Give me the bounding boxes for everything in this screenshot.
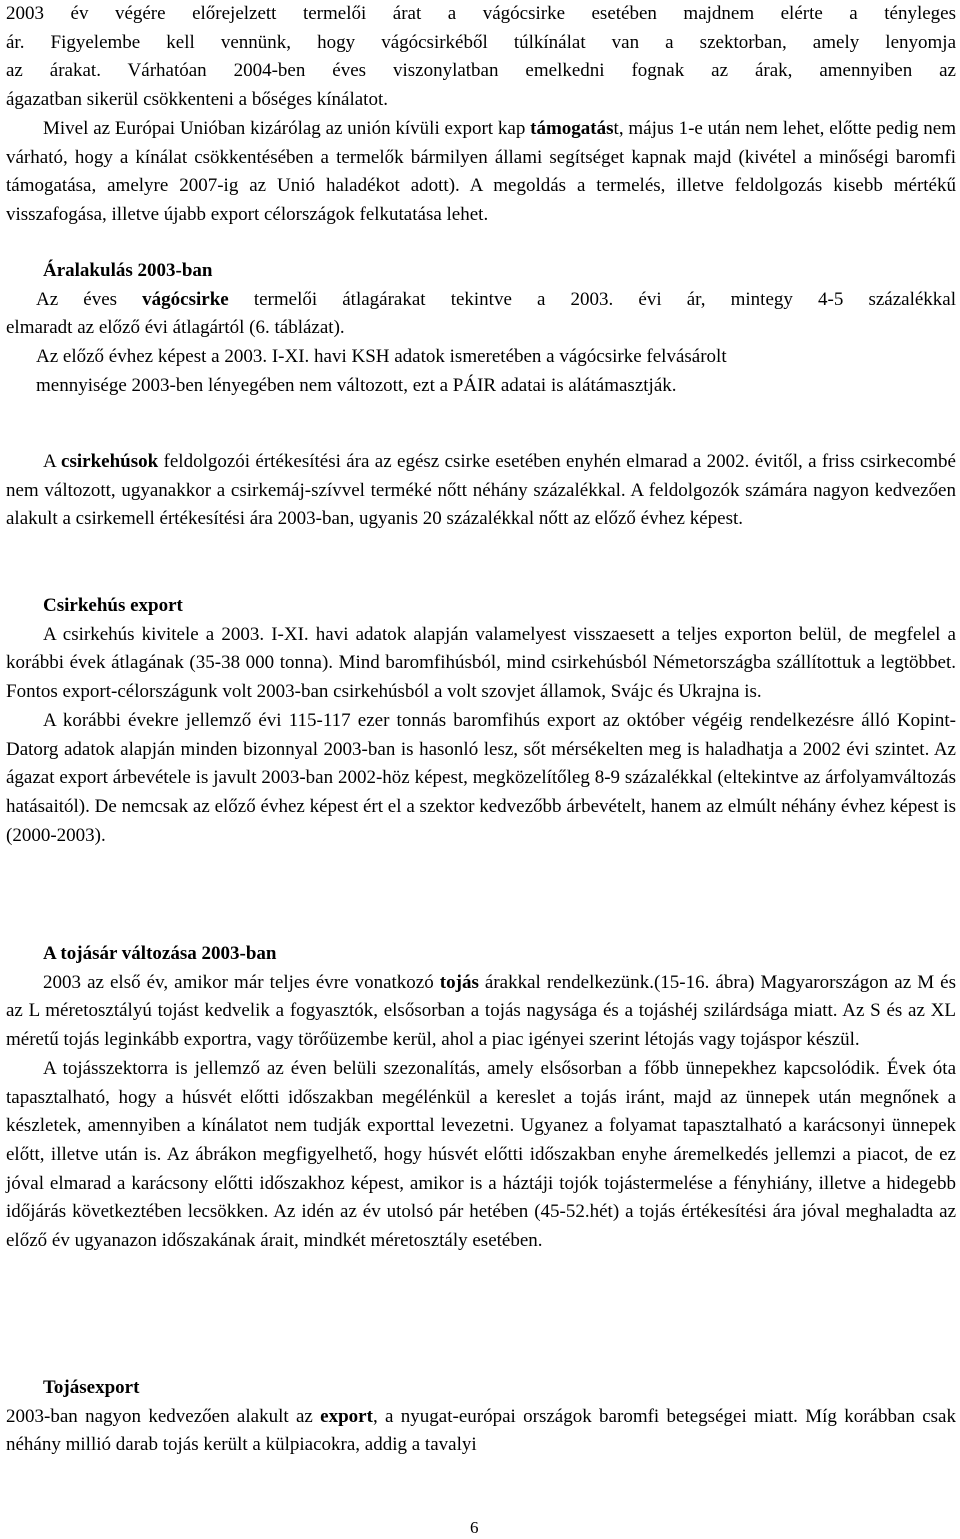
text-line: Az előző évhez képest a 2003. I-XI. havi KSH adatok ismeretében a vágócsirke felvásárolt <box>36 346 727 368</box>
text-line: mennyisége 2003-ben lényegében nem változott, ezt a PÁIR adatai is alátámasztják. <box>36 374 677 396</box>
paragraph-text: A csirkehúsok feldolgozói értékesítési ára az egész csirke esetében enyhén elmarad a 2002. évitől, a friss csirkecombé nem változott, ugyanakkor a csirkemáj-szívvel terméké nőtt néhány százalékkal. A feldolgozók számára nagyon kedvezően alakult a csirkemell értékesítési ára 2003-ban, ugyanis 20 százalékkal nőtt az előző évhez képest. <box>6 451 956 530</box>
text-line: elmaradt az előző évi átlagártól (6. táblázat). <box>6 317 345 339</box>
text-line: ár. Figyelembe kell vennünk, hogy vágócsirkéből túlkínálat van a szektorban, amely lenyomja <box>6 31 956 53</box>
section-egg-export <box>6 1374 956 1460</box>
bold-term: tojás <box>439 971 479 993</box>
text-line: ágazatban sikerül csökkenteni a bőséges kínálatot. <box>6 89 388 111</box>
text-line: 2003 év végére előrejelzett termelői árat a vágócsirke esetében majdnem elérte a tényleges <box>6 3 956 24</box>
eu-support-paragraph <box>6 115 956 230</box>
paragraph-text: A csirkehús kivitele a 2003. I-XI. havi adatok alapján valamelyest visszaesett a teljes exporton belül, de megfelel a korábbi évek átlagának (35-38 000 tonna). Mind baromfihúsból, mind csirkehúsból Németországba szállítottuk a legtöbbet. Fontos export-célországunk volt 2003-ban csirkehúsból a volt szovjet államok, Svájc és Ukrajna is. <box>6 623 956 703</box>
paragraph-text: 2003-ban nagyon kedvezően alakult az export, a nyugat-európai országok baromfi betegségei miatt. Míg korábban csak néhány millió darab tojás került a külpiacokra, addig a tavalyi <box>6 1405 956 1456</box>
text-line: Az éves vágócsirke termelői átlagárakat tekintve a 2003. évi ár, mintegy 4-5 százalékkal <box>36 288 956 310</box>
intro-paragraph <box>6 0 956 115</box>
section-heading: Tojásexport <box>43 1377 140 1398</box>
bold-term: támogatás <box>530 118 614 139</box>
section-chicken-export <box>6 592 956 850</box>
bold-term: export <box>320 1405 373 1427</box>
bold-term: csirkehúsok <box>61 451 159 472</box>
text-line: az árakat. Várhatóan 2004-ben éves viszonylatban emelkedni fognak az árak, amennyiben az <box>6 60 956 82</box>
section-heading: A tojásár változása 2003-ban <box>43 943 277 964</box>
paragraph-text: 2003 az első év, amikor már teljes évre vonatkozó tojás árakkal rendelkezünk.(15-16. ábra) Magyarországon az M és az L méretosztályú tojást kedvelik a fogyasztók, elsősorban a tojás nagysága és a tojáshéj szilárdsága miatt. Az S és az XL méretű tojás leginkább exportra, vagy törőüzembe kerül, ahol a piac igényei szerint létojás vagy tojáspor készül. <box>6 971 956 1051</box>
paragraph-text: Mivel az Európai Unióban kizárólag az unión kívüli export kap támogatást, május 1-e után nem lehet, előtte pedig nem várható, hogy a kínálat csökkentésében a termelők bármilyen állami segítséget kapnak majd (kivétel a minőségi baromfi támogatása, amelyre 2007-ig az Unió haladékot adott). A megoldás a termelés, illetve feldolgozás kisebb mértékű visszafogása, illetve újabb export célországok felkutatása lehet. <box>6 118 956 226</box>
bold-term: vágócsirke <box>142 288 229 310</box>
section-egg-price <box>6 940 956 1256</box>
section-price-trends <box>6 257 956 401</box>
chicken-meat-price-paragraph <box>6 448 956 534</box>
section-heading: Áralakulás 2003-ban <box>43 260 213 281</box>
page-number: 6 <box>470 1518 479 1537</box>
paragraph-text: A korábbi évekre jellemző évi 115-117 ezer tonnás baromfihús export az október végéig rendelkezésre álló Kopint-Datorg adatok alapján minden bizonnyal 2003-ban is hasonló lesz, sőt mérsékelten meg is haladhatja a 2002 évi szintet. Az ágazat export árbevétele is javult 2003-ban 2002-höz képest, megközelítőleg 8-9 százalékkal (eltekintve az árfolyamváltozás hatásaitól). De nemcsak az előző évhez képest ért el a szektor kedvezőbb árbevételt, hanem az elmúlt néhány évhez képest is (2000-2003). <box>6 709 956 846</box>
section-heading: Csirkehús export <box>43 595 183 616</box>
paragraph-text: A tojásszektorra is jellemző az éven belüli szezonalítás, amely elsősorban a főbb ünnepekhez kapcsolódik. Évek óta tapasztalható, hogy a húsvét előtti időszakban megélénkül a kereslet a tojás iránt, majd az ünnepek után megnőnek a készletek, amennyiben a kínálatot nem tudják exporttal levezetni. Ugyanez a folyamat tapasztalható a karácsonyi ünnepek előtt, illetve után is. Az ábrákon megfigyelhető, hogy húsvét előtti időszakban enyhe áremelkedés jellemzi a piacot, de ez jóval elmarad a karácsony előtti időszakhoz képest, amikor is a háztáji tojók tojástermelése a fényhiány, illetve a hidegebb időjárás következtében lecsökken. Az idén az év utolsó pár hetében (45-52.hét) a tojás értékesítési ára jóval meghaladta az előző év ugyanazon időszakának árait, mindkét méretosztály esetében. <box>6 1057 956 1252</box>
